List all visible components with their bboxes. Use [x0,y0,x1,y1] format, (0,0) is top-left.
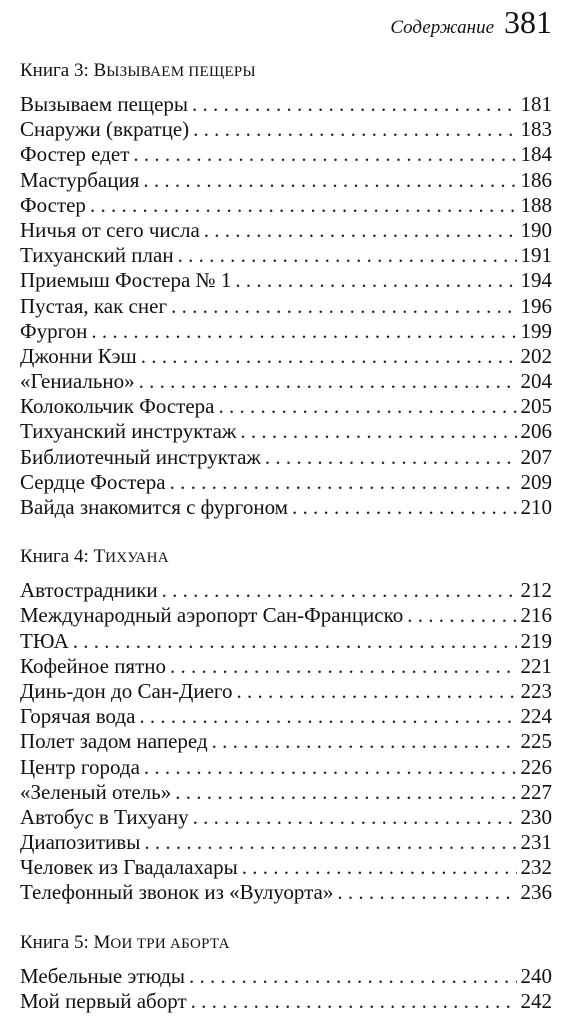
entry-title: Джонни Кэш [20,343,137,368]
entry-title: Мой первый аборт [20,988,187,1013]
toc-entry [20,679,552,704]
book-section [20,542,552,905]
dot-leader [144,755,517,780]
book-section [20,928,552,1014]
toc-list [20,92,552,520]
entry-page-number: 212 [520,578,552,603]
toc-list [20,578,552,905]
entry-title: Центр города [20,754,140,779]
dot-leader [240,419,516,444]
entry-title: ТЮА [20,628,69,653]
entry-title: Автострадники [20,578,158,603]
entry-title: «Гениально» [20,369,135,394]
dot-leader [90,193,517,218]
toc-entry [20,729,552,754]
entry-title: Диапозитивы [20,830,141,855]
toc-entry [20,445,552,470]
dot-leader [170,654,516,679]
toc-entry [20,294,552,319]
toc-entry [20,168,552,193]
toc-entry [20,704,552,729]
entry-title: Горячая вода [20,704,136,729]
entry-page-number: 230 [520,804,552,829]
entry-page-number: 210 [520,495,552,519]
entry-title: Мастурбация [20,167,140,192]
toc-entry [20,117,552,142]
toc-entry [20,344,552,369]
toc-entry [20,92,552,117]
entry-page-number: 186 [520,167,552,192]
dot-leader [235,268,516,293]
dot-leader [212,729,517,754]
dot-leader [141,344,517,369]
table-of-contents [20,56,552,1036]
entry-title: Колокольчик Фостера [20,394,215,419]
dot-leader [237,679,517,704]
entry-title: Фостер [20,192,86,217]
toc-entry [20,603,552,628]
dot-leader [219,394,517,419]
entry-title: Снаружи (вкратце) [20,117,190,142]
toc-entry [20,989,552,1014]
entry-title: Сердце Фостера [20,469,166,494]
dot-leader [175,780,516,805]
entry-title: Пустая, как снег [20,293,168,318]
entry-page-number: 209 [520,469,552,494]
dot-leader [193,117,516,142]
toc-entry [20,394,552,419]
book-heading [20,928,552,958]
dot-leader [133,142,516,167]
entry-page-number: 216 [520,603,552,628]
toc-entry [20,578,552,603]
dot-leader [189,964,516,989]
dot-leader [178,243,517,268]
entry-page-number: 224 [520,704,552,729]
dot-leader [337,880,516,905]
dot-leader [171,294,516,319]
toc-entry [20,193,552,218]
entry-page-number: 240 [520,963,552,988]
book-heading-prefix: Книга 3: [20,60,94,81]
toc-list [20,964,552,1014]
entry-title: Телефонный звонок из «Вулуорта» [20,880,334,905]
toc-entry [20,319,552,344]
entry-page-number: 223 [520,678,552,703]
entry-page-number: 231 [520,830,552,855]
toc-entry [20,218,552,243]
dot-leader [144,830,516,855]
toc-entry [20,268,552,293]
book-heading-prefix: Книга 5: [20,931,94,953]
dot-leader [170,470,517,495]
entry-title: Фостер едет [20,142,130,167]
dot-leader [73,629,517,654]
entry-title: Ничья от сего числа [20,217,200,242]
dot-leader [292,495,517,520]
toc-entry [20,419,552,444]
entry-page-number: 226 [520,754,552,779]
book-heading-title: МОИ ТРИ АБОРТА [93,931,230,953]
dot-leader [143,168,516,193]
entry-page-number: 205 [520,394,552,419]
dot-leader [139,369,517,394]
entry-title: Динь-дон до Сан-Диего [20,678,233,703]
entry-title: Вызываем пещеры [20,92,188,116]
toc-entry [20,805,552,830]
toc-entry [20,629,552,654]
dot-leader [265,445,517,470]
toc-entry [20,780,552,805]
toc-entry [20,470,552,495]
book-heading-title: ВЫЗЫВАЕМ ПЕЩЕРЫ [93,60,256,81]
entry-title: Библиотечный инструктаж [20,444,261,469]
entry-title: Полет задом наперед [20,729,208,754]
entry-page-number: 184 [520,142,552,167]
entry-title: Тихуанский план [20,243,174,268]
entry-page-number: 202 [520,343,552,368]
dot-leader [407,603,516,628]
entry-page-number: 191 [520,243,552,268]
entry-title: Тихуанский инструктаж [20,419,237,444]
entry-title: Мебельные этюды [20,963,186,988]
book-heading [20,542,552,572]
toc-entry [20,654,552,679]
toc-entry [20,855,552,880]
dot-leader [193,805,517,830]
entry-title: Кофейное пятно [20,653,167,678]
toc-entry [20,830,552,855]
running-head-title: Содержание [390,17,494,38]
entry-page-number: 242 [520,988,552,1013]
toc-entry [20,243,552,268]
entry-page-number: 196 [520,293,552,318]
entry-title: Человек из Гвадалахары [20,855,238,880]
entry-page-number: 207 [520,444,552,469]
entry-title: «Зеленый отель» [20,779,172,804]
page-number: 381 [504,4,552,40]
running-head [390,4,552,41]
entry-page-number: 219 [520,628,552,653]
entry-title: Автобус в Тихуану [20,804,189,829]
entry-page-number: 183 [520,117,552,142]
entry-title: Приемыш Фостера № 1 [20,268,232,293]
entry-page-number: 221 [520,653,552,678]
toc-entry [20,495,552,520]
book-heading-title: ТИХУАНА [93,546,169,568]
dot-leader [191,989,517,1014]
toc-entry [20,755,552,780]
entry-page-number: 188 [520,192,552,217]
dot-leader [192,92,517,117]
entry-title: Фургон [20,318,88,343]
dot-leader [242,855,517,880]
entry-page-number: 181 [520,92,552,116]
entry-title: Международный аэропорт Сан-Франциско [20,603,404,628]
toc-entry [20,369,552,394]
entry-page-number: 204 [520,369,552,394]
entry-page-number: 194 [520,268,552,293]
book-heading-prefix: Книга 4: [20,546,94,568]
toc-entry [20,142,552,167]
entry-page-number: 190 [520,217,552,242]
entry-page-number: 206 [520,419,552,444]
book-section [20,56,552,520]
entry-page-number: 236 [520,880,552,905]
dot-leader [139,704,516,729]
toc-entry [20,880,552,905]
toc-entry [20,964,552,989]
dot-leader [204,218,517,243]
book-heading [20,56,552,86]
dot-leader [91,319,516,344]
entry-page-number: 232 [520,855,552,880]
entry-page-number: 227 [520,779,552,804]
entry-page-number: 199 [520,318,552,343]
entry-page-number: 225 [520,729,552,754]
entry-title: Вайда знакомится с фургоном [20,495,288,519]
dot-leader [162,578,517,603]
